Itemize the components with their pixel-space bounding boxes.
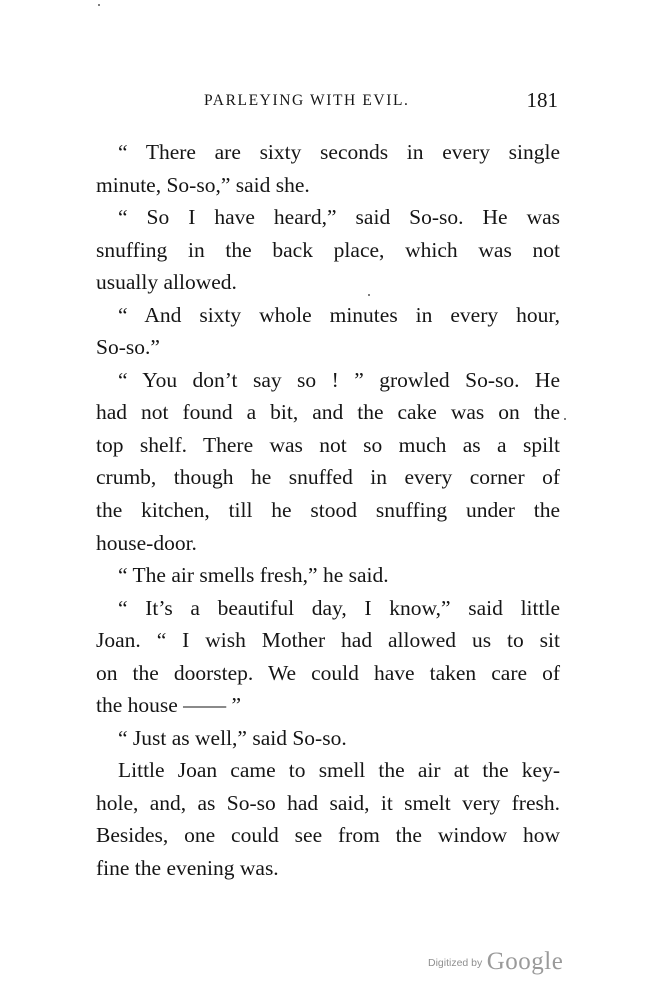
text-line: “ It’s a beautiful day, I know,” said little [118, 595, 560, 620]
body-text [96, 136, 560, 885]
text-line: the kitchen, till he stood snuffing under the [96, 498, 560, 523]
text-line: “ The air smells fresh,” he said. [118, 563, 389, 588]
text-line: had not found a bit, and the cake was on the [96, 400, 560, 425]
print-speck [98, 4, 100, 6]
text-line: fine the evening was. [96, 856, 279, 881]
digitization-watermark [428, 948, 563, 976]
page-number: 181 [526, 88, 558, 112]
text-line: “ So I have heard,” said So-so. He was [118, 205, 560, 230]
text-line: Joan. “ I wish Mother had allowed us to sit [96, 628, 560, 653]
text-line: “ There are sixty seconds in every single [118, 140, 560, 164]
text-line: on the doorstep. We could have taken care of [96, 660, 560, 685]
text-line: house-door. [96, 530, 197, 555]
text-line: Little Joan came to smell the air at the key- [118, 758, 560, 783]
text-line: snuffing in the back place, which was not [96, 237, 560, 262]
running-header [96, 88, 560, 114]
text-line: Besides, one could see from the window how [96, 823, 560, 848]
text-line: minute, So-so,” said she. [96, 172, 310, 197]
text-line: top shelf. There was not so much as a spilt [96, 432, 560, 457]
digitized-label: Digitized by [428, 957, 483, 969]
print-speck [368, 294, 370, 296]
running-title: PARLEYING WITH EVIL. [204, 92, 410, 109]
text-line: crumb, though he snuffed in every corner of [96, 465, 560, 490]
text-line: “ And sixty whole minutes in every hour, [118, 302, 560, 327]
text-line: So-so.” [96, 335, 160, 360]
text-line: “ Just as well,” said So-so. [118, 725, 347, 750]
text-line: usually allowed. [96, 270, 237, 295]
text-line: the house —— ” [96, 693, 242, 718]
text-line: “ You don’t say so ! ” growled So-so. He [118, 367, 560, 392]
google-logo: Google [486, 948, 564, 975]
print-speck [564, 418, 566, 420]
text-line: hole, and, as So-so had said, it smelt very fresh. [96, 790, 560, 815]
